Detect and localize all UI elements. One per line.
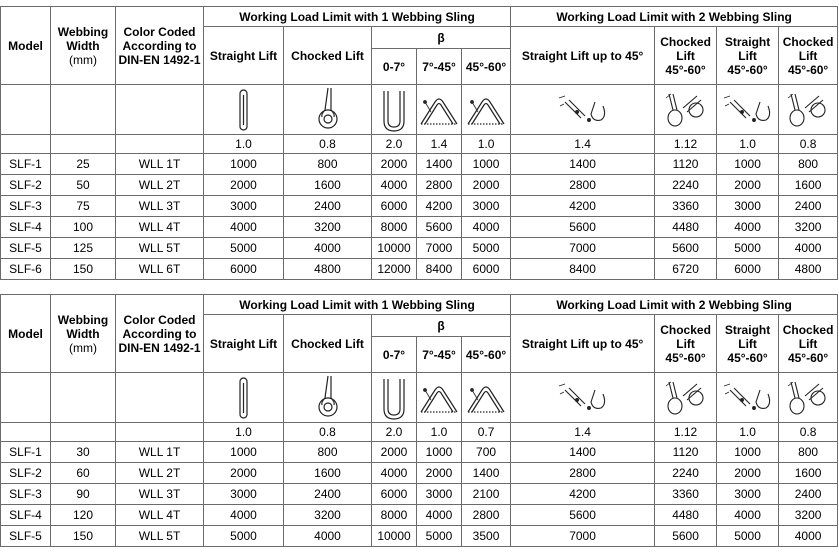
table-row — [1, 259, 838, 280]
wll-code-cell: WLL 3T — [116, 196, 204, 217]
two-sling-straight-lift-icon — [511, 85, 655, 135]
table-row — [1, 463, 838, 484]
load-cell: 1000 — [717, 154, 779, 175]
load-cell: 2400 — [779, 484, 838, 505]
load-cell: 1000 — [417, 442, 462, 463]
webbing-width-header — [51, 295, 116, 373]
table-row — [1, 484, 838, 505]
load-cell: 6000 — [717, 259, 779, 280]
load-cell: 5000 — [717, 238, 779, 259]
basket-hitch-icon — [372, 85, 417, 135]
model-header: Model — [1, 7, 51, 85]
two-sling-straight-lift-45-60-icon — [717, 85, 779, 135]
wll-code-cell: WLL 4T — [116, 217, 204, 238]
factor-cell: 2.0 — [372, 135, 417, 154]
factor-cell: 0.8 — [284, 135, 372, 154]
wll-2-sling-header: Working Load Limit with 2 Webbing Sling — [511, 295, 838, 315]
load-cell: 4200 — [511, 196, 655, 217]
load-cell: 7000 — [511, 526, 655, 547]
chocked-lift-header: Chocked Lift — [284, 27, 372, 85]
wll-code-cell: WLL 1T — [116, 442, 204, 463]
width-cell: 75 — [51, 196, 116, 217]
straight-lift-45-header: Straight Lift up to 45° — [511, 27, 655, 85]
basket-7-45-icon — [417, 85, 462, 135]
load-cell: 6720 — [655, 259, 717, 280]
load-cell: 4000 — [462, 217, 511, 238]
load-cell: 1000 — [204, 442, 284, 463]
load-cell: 3360 — [655, 484, 717, 505]
model-cell: SLF-4 — [1, 505, 51, 526]
load-cell: 8400 — [417, 259, 462, 280]
factor-cell: 1.12 — [655, 135, 717, 154]
load-cell: 2400 — [284, 196, 372, 217]
load-cell: 5600 — [655, 526, 717, 547]
load-cell: 800 — [284, 154, 372, 175]
model-cell: SLF-1 — [1, 442, 51, 463]
load-cell: 2000 — [417, 463, 462, 484]
load-cell: 1400 — [462, 463, 511, 484]
load-cell: 5000 — [417, 526, 462, 547]
factor-row — [1, 135, 838, 154]
load-cell: 4000 — [372, 175, 417, 196]
webbing-width-header — [51, 7, 116, 85]
beta-header: β — [372, 315, 511, 337]
load-cell: 3200 — [779, 217, 838, 238]
width-cell: 150 — [51, 526, 116, 547]
two-sling-chocked-lift-icon — [655, 373, 717, 423]
load-cell: 2000 — [717, 463, 779, 484]
basket-hitch-icon — [372, 373, 417, 423]
load-cell: 1120 — [655, 442, 717, 463]
load-cell: 4200 — [417, 196, 462, 217]
factor-cell: 1.4 — [417, 135, 462, 154]
factor-cell: 1.4 — [511, 135, 655, 154]
model-header: Model — [1, 295, 51, 373]
factor-cell: 1.0 — [204, 135, 284, 154]
wll-table-2 — [0, 294, 837, 547]
factor-cell: 0.8 — [779, 135, 838, 154]
load-cell: 2400 — [779, 196, 838, 217]
webbing-width-label: Webbing Width — [57, 24, 109, 53]
wll-code-cell: WLL 6T — [116, 259, 204, 280]
model-cell: SLF-2 — [1, 175, 51, 196]
load-cell: 800 — [779, 442, 838, 463]
load-cell: 2800 — [417, 175, 462, 196]
width-cell: 150 — [51, 259, 116, 280]
straight-lift-45-header: Straight Lift up to 45° — [511, 315, 655, 373]
basket-45-60-icon — [462, 85, 511, 135]
straight-lift-45-60-header: Straight Lift 45°-60° — [717, 315, 779, 373]
two-sling-straight-lift-45-60-icon — [717, 373, 779, 423]
load-cell: 2100 — [462, 484, 511, 505]
load-cell: 3200 — [779, 505, 838, 526]
model-cell: SLF-6 — [1, 259, 51, 280]
width-cell: 90 — [51, 484, 116, 505]
table-row — [1, 526, 838, 547]
webbing-width-unit: (mm) — [69, 340, 97, 355]
load-cell: 800 — [284, 442, 372, 463]
load-cell: 3000 — [417, 484, 462, 505]
load-cell: 4000 — [717, 505, 779, 526]
load-cell: 4000 — [284, 238, 372, 259]
table-row — [1, 442, 838, 463]
beta-0-7-header: 0-7° — [372, 49, 417, 85]
load-cell: 3000 — [462, 196, 511, 217]
model-cell: SLF-5 — [1, 526, 51, 547]
color-coded-header: Color Coded According to DIN-EN 1492-1 — [116, 295, 204, 373]
load-cell: 3000 — [717, 484, 779, 505]
model-cell: SLF-2 — [1, 463, 51, 484]
load-cell: 6000 — [462, 259, 511, 280]
straight-lift-header: Straight Lift — [204, 315, 284, 373]
load-cell: 4000 — [372, 463, 417, 484]
load-cell: 6000 — [204, 259, 284, 280]
load-cell: 4480 — [655, 505, 717, 526]
factor-cell: 1.0 — [717, 135, 779, 154]
load-cell: 1600 — [779, 463, 838, 484]
load-cell: 2000 — [372, 154, 417, 175]
load-cell: 4000 — [204, 505, 284, 526]
load-cell: 4800 — [779, 259, 838, 280]
factor-cell: 0.8 — [284, 423, 372, 442]
table-row — [1, 154, 838, 175]
load-cell: 4000 — [284, 526, 372, 547]
straight-lift-sling-icon — [204, 373, 284, 423]
load-cell: 3200 — [284, 217, 372, 238]
load-cell: 1400 — [511, 442, 655, 463]
load-cell: 6000 — [372, 196, 417, 217]
load-cell: 3000 — [204, 196, 284, 217]
width-cell: 50 — [51, 175, 116, 196]
model-cell: SLF-1 — [1, 154, 51, 175]
basket-45-60-icon — [462, 373, 511, 423]
color-coded-header: Color Coded According to DIN-EN 1492-1 — [116, 7, 204, 85]
width-cell: 125 — [51, 238, 116, 259]
load-cell: 5600 — [511, 505, 655, 526]
load-cell: 4000 — [717, 217, 779, 238]
factor-cell: 0.8 — [779, 423, 838, 442]
load-cell: 1400 — [417, 154, 462, 175]
wll-table-1 — [0, 6, 837, 280]
load-cell: 5600 — [417, 217, 462, 238]
load-cell: 8400 — [511, 259, 655, 280]
load-cell: 1600 — [779, 175, 838, 196]
factor-row — [1, 423, 838, 442]
load-cell: 8000 — [372, 505, 417, 526]
load-cell: 2800 — [462, 505, 511, 526]
wll-2-sling-header: Working Load Limit with 2 Webbing Sling — [511, 7, 838, 27]
load-cell: 3360 — [655, 196, 717, 217]
width-cell: 25 — [51, 154, 116, 175]
load-cell: 5000 — [462, 238, 511, 259]
beta-0-7-header: 0-7° — [372, 337, 417, 373]
load-cell: 2800 — [511, 175, 655, 196]
chocked-lift-sling-icon — [284, 373, 372, 423]
two-sling-chocked-lift-45-60-icon — [779, 373, 838, 423]
load-cell: 7000 — [511, 238, 655, 259]
load-cell: 12000 — [372, 259, 417, 280]
wll-code-cell: WLL 4T — [116, 505, 204, 526]
load-cell: 2000 — [204, 175, 284, 196]
load-cell: 1600 — [284, 175, 372, 196]
basket-7-45-icon — [417, 373, 462, 423]
width-cell: 100 — [51, 217, 116, 238]
chocked-lift-45-60-header: Chocked Lift 45°-60° — [655, 315, 717, 373]
model-cell: SLF-4 — [1, 217, 51, 238]
load-cell: 2000 — [717, 175, 779, 196]
width-cell: 30 — [51, 442, 116, 463]
load-cell: 10000 — [372, 238, 417, 259]
factor-cell: 1.0 — [417, 423, 462, 442]
load-cell: 1400 — [511, 154, 655, 175]
load-cell: 1000 — [204, 154, 284, 175]
load-cell: 4800 — [284, 259, 372, 280]
beta-7-45-header: 7°-45° — [417, 337, 462, 373]
two-sling-chocked-lift-45-60-icon — [779, 85, 838, 135]
wll-code-cell: WLL 2T — [116, 463, 204, 484]
wll-1-sling-header: Working Load Limit with 1 Webbing Sling — [204, 295, 511, 315]
straight-lift-sling-icon — [204, 85, 284, 135]
load-cell: 700 — [462, 442, 511, 463]
wll-code-cell: WLL 1T — [116, 154, 204, 175]
load-cell: 4000 — [204, 217, 284, 238]
load-cell: 4000 — [779, 526, 838, 547]
load-cell: 7000 — [417, 238, 462, 259]
load-cell: 1600 — [284, 463, 372, 484]
model-cell: SLF-5 — [1, 238, 51, 259]
factor-cell: 1.0 — [204, 423, 284, 442]
load-cell: 2800 — [511, 463, 655, 484]
load-cell: 8000 — [372, 217, 417, 238]
load-cell: 2240 — [655, 463, 717, 484]
webbing-width-label: Webbing Width — [57, 312, 109, 341]
chocked-lift-header: Chocked Lift — [284, 315, 372, 373]
load-cell: 5000 — [204, 526, 284, 547]
load-cell: 5600 — [511, 217, 655, 238]
load-cell: 5600 — [655, 238, 717, 259]
load-cell: 2000 — [462, 175, 511, 196]
load-cell: 6000 — [372, 484, 417, 505]
load-cell: 5000 — [717, 526, 779, 547]
straight-lift-45-60-header: Straight Lift 45°-60° — [717, 27, 779, 85]
factor-cell: 1.0 — [462, 135, 511, 154]
factor-cell: 2.0 — [372, 423, 417, 442]
beta-header: β — [372, 27, 511, 49]
table-row — [1, 175, 838, 196]
two-sling-chocked-lift-icon — [655, 85, 717, 135]
chocked-lift-45-60-b-header: Chocked Lift 45°-60° — [779, 27, 838, 85]
wll-code-cell: WLL 2T — [116, 175, 204, 196]
load-cell: 3000 — [717, 196, 779, 217]
width-cell: 120 — [51, 505, 116, 526]
load-cell: 10000 — [372, 526, 417, 547]
load-cell: 3500 — [462, 526, 511, 547]
load-cell: 5000 — [204, 238, 284, 259]
model-cell: SLF-3 — [1, 484, 51, 505]
two-sling-straight-lift-icon — [511, 373, 655, 423]
load-cell: 2240 — [655, 175, 717, 196]
load-cell: 4000 — [417, 505, 462, 526]
load-cell: 4480 — [655, 217, 717, 238]
beta-7-45-header: 7°-45° — [417, 49, 462, 85]
load-cell: 3200 — [284, 505, 372, 526]
factor-cell: 1.12 — [655, 423, 717, 442]
load-cell: 3000 — [204, 484, 284, 505]
factor-cell: 1.4 — [511, 423, 655, 442]
load-cell: 2000 — [372, 442, 417, 463]
webbing-width-unit: (mm) — [69, 52, 97, 67]
model-cell: SLF-3 — [1, 196, 51, 217]
wll-code-cell: WLL 3T — [116, 484, 204, 505]
wll-1-sling-header: Working Load Limit with 1 Webbing Sling — [204, 7, 511, 27]
wll-code-cell: WLL 5T — [116, 238, 204, 259]
width-cell: 60 — [51, 463, 116, 484]
chocked-lift-sling-icon — [284, 85, 372, 135]
factor-cell: 0.7 — [462, 423, 511, 442]
load-cell: 1000 — [462, 154, 511, 175]
load-cell: 2400 — [284, 484, 372, 505]
load-cell: 4200 — [511, 484, 655, 505]
load-cell: 800 — [779, 154, 838, 175]
table-row — [1, 217, 838, 238]
load-cell: 1000 — [717, 442, 779, 463]
chocked-lift-45-60-header: Chocked Lift 45°-60° — [655, 27, 717, 85]
table-row — [1, 196, 838, 217]
straight-lift-header: Straight Lift — [204, 27, 284, 85]
load-cell: 4000 — [779, 238, 838, 259]
beta-45-60-header: 45°-60° — [462, 337, 511, 373]
table-row — [1, 505, 838, 526]
beta-45-60-header: 45°-60° — [462, 49, 511, 85]
load-cell: 1120 — [655, 154, 717, 175]
wll-code-cell: WLL 5T — [116, 526, 204, 547]
table-row — [1, 238, 838, 259]
load-cell: 2000 — [204, 463, 284, 484]
chocked-lift-45-60-b-header: Chocked Lift 45°-60° — [779, 315, 838, 373]
factor-cell: 1.0 — [717, 423, 779, 442]
